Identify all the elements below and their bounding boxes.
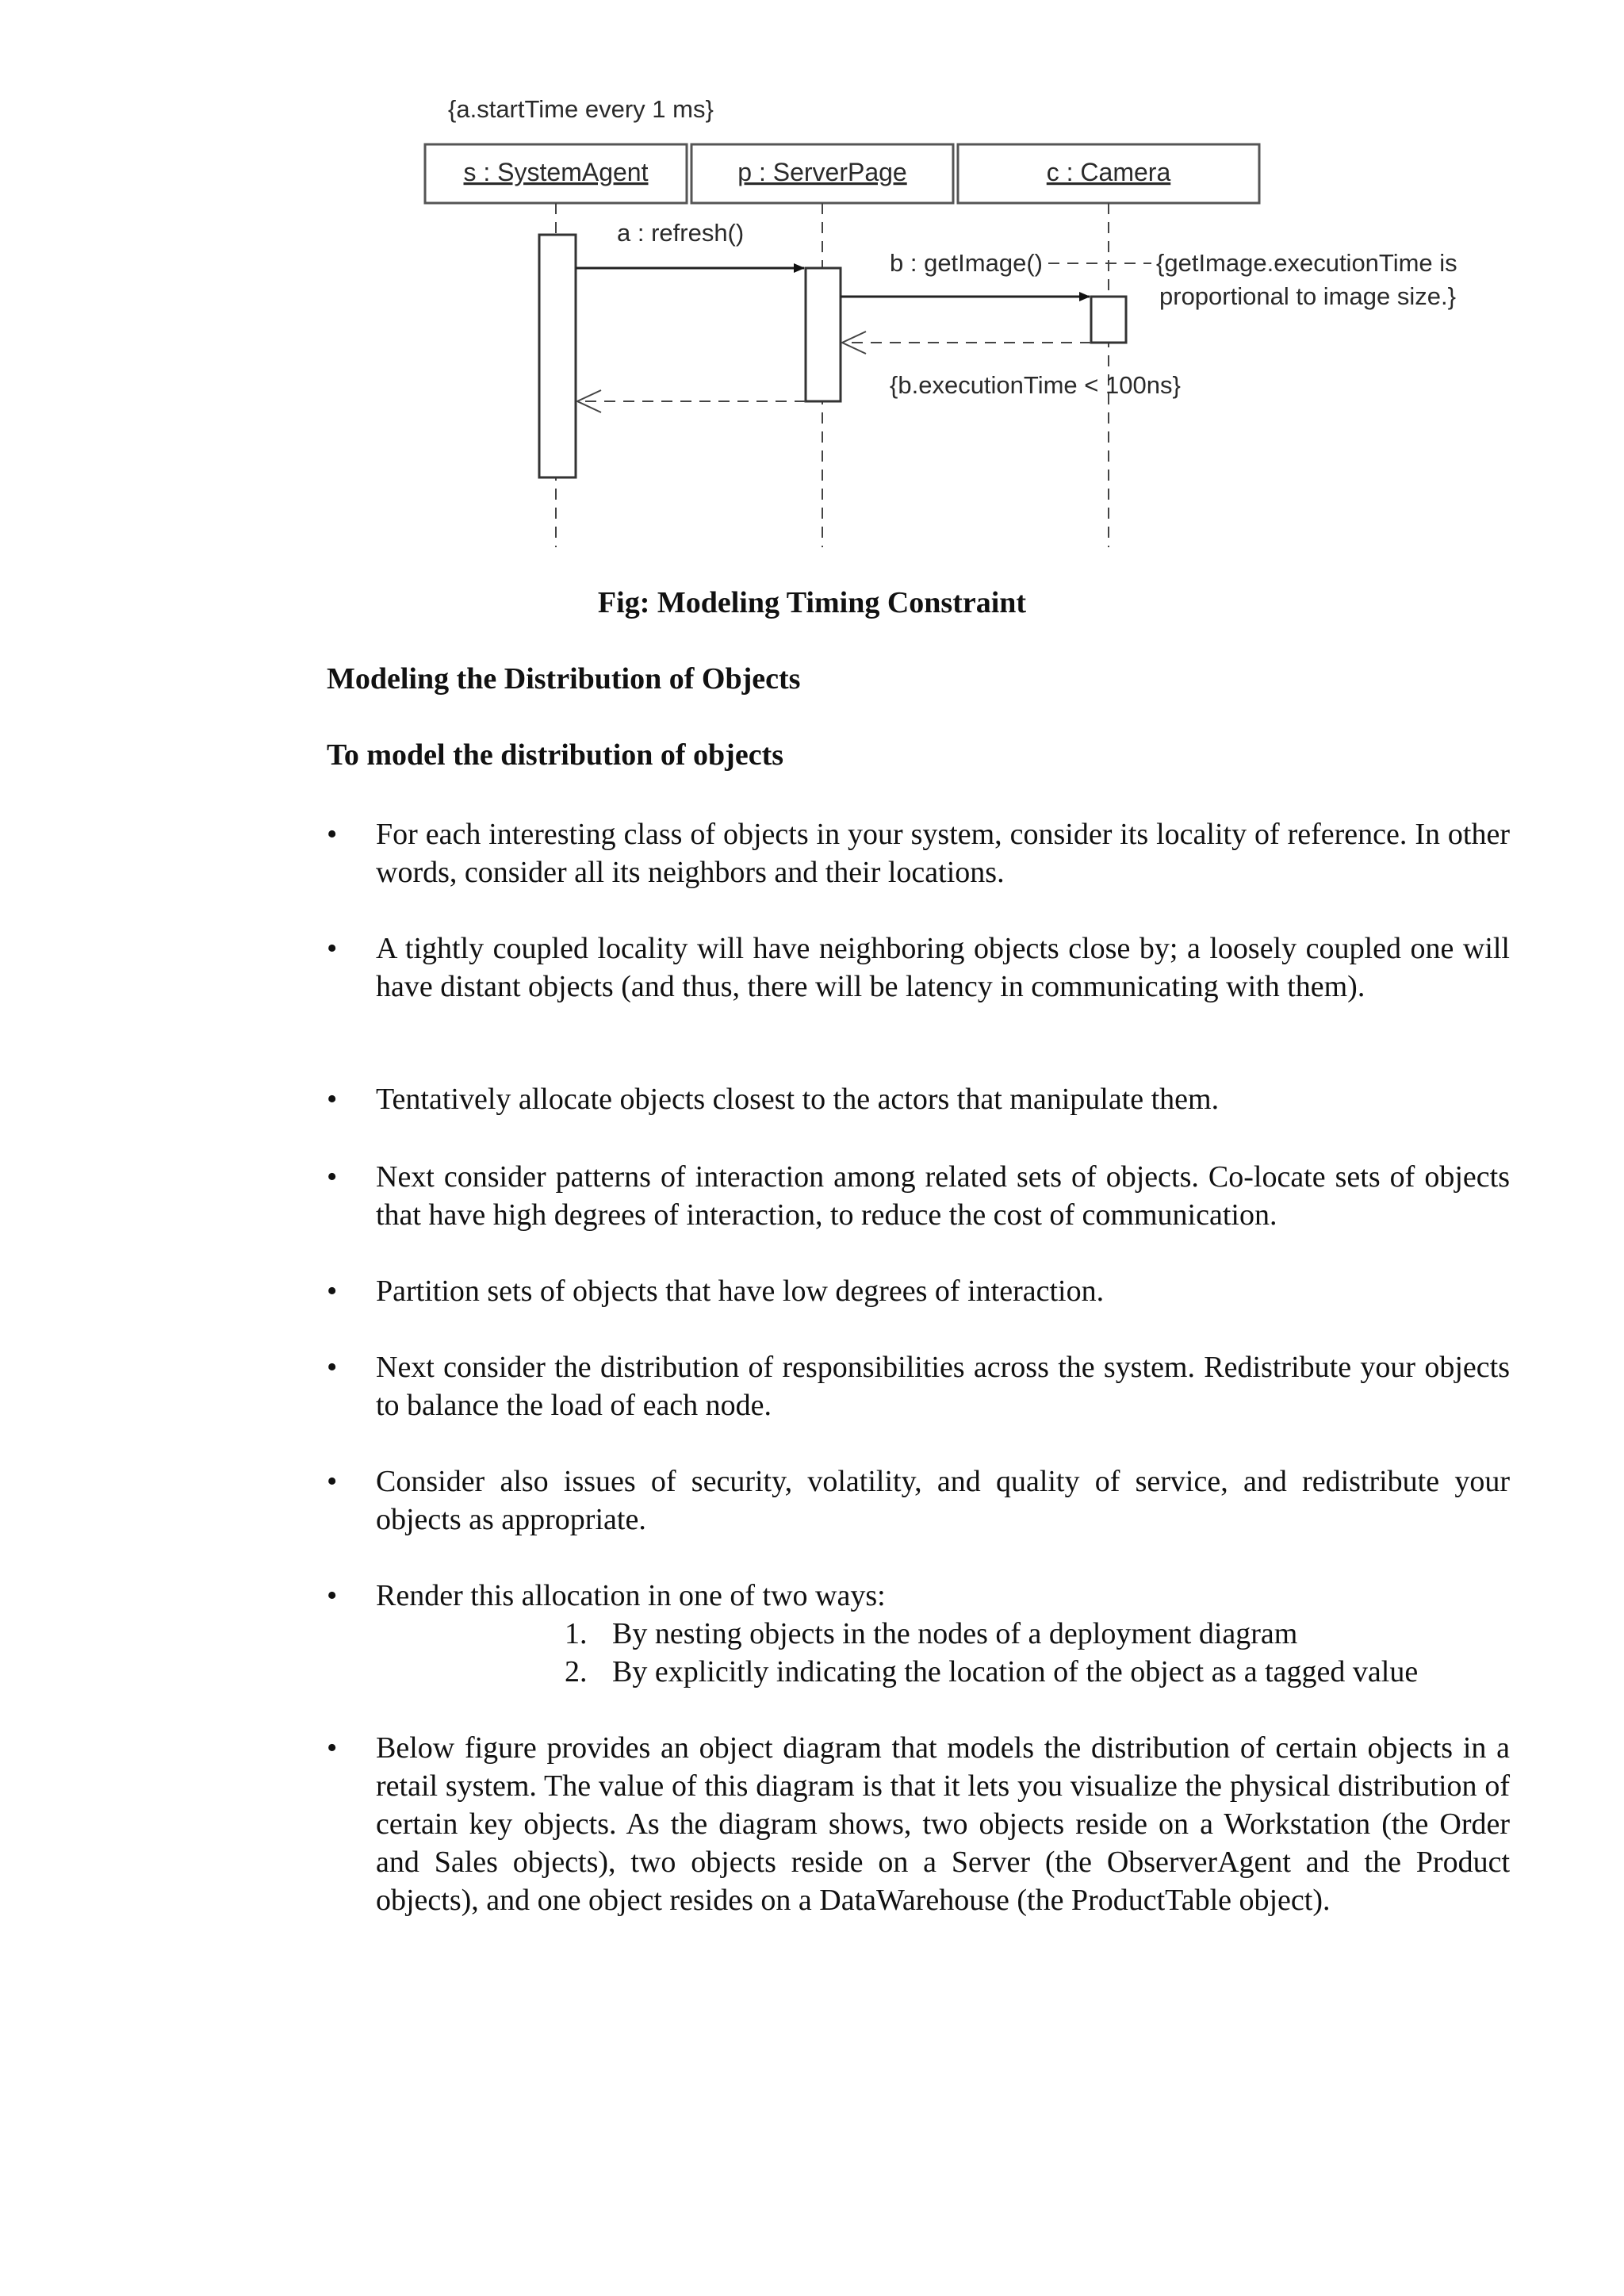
bullet-text: Next consider patterns of interaction among related sets of objects. Co-locate sets of objects that have high degrees of interaction, to reduce the cost of communication. — [376, 1160, 1510, 1232]
bullet-symbol: • — [327, 1731, 338, 1765]
object-label-serverpage: p : ServerPage — [737, 158, 907, 186]
bullet-item — [327, 815, 1510, 891]
bullet-item — [327, 1577, 1510, 1615]
bullet-item — [327, 1272, 1510, 1310]
bullet-text: Render this allocation in one of two ways: — [376, 1579, 886, 1612]
item-text: By nesting objects in the nodes of a deployment diagram — [612, 1617, 1298, 1650]
bullet-symbol: • — [327, 1465, 338, 1498]
bullet-symbol: • — [327, 1160, 338, 1194]
bullet-text: Tentatively allocate objects closest to the actors that manipulate them. — [376, 1083, 1220, 1116]
bullet-text: Next consider the distribution of responsibilities across the system. Redistribute your objects to balance the load of each node. — [376, 1351, 1510, 1422]
message-b-label: b : getImage() — [890, 249, 1043, 277]
bullet-text: A tightly coupled locality will have neighboring objects close by; a loosely coupled one will have distant objects (and thus, there will be latency in communicating with them). — [376, 932, 1510, 1003]
note-line-1: {getImage.executionTime is — [1156, 249, 1457, 277]
activation-camera — [1091, 297, 1126, 343]
top-constraint: {a.startTime every 1 ms} — [448, 95, 714, 123]
item-text: By explicitly indicating the location of the object as a tagged value — [612, 1655, 1419, 1688]
constraint-b: {b.executionTime < 100ns} — [890, 371, 1181, 399]
object-label-camera: c : Camera — [1046, 158, 1171, 186]
bullet-item — [327, 1348, 1510, 1424]
bullet-item — [327, 930, 1510, 1006]
bullet-text: Partition sets of objects that have low degrees of interaction. — [376, 1274, 1105, 1308]
item-number: 1. — [565, 1617, 588, 1650]
numbered-list — [565, 1615, 1418, 1691]
bullet-symbol: • — [327, 932, 338, 965]
timing-constraint-diagram — [0, 0, 1624, 571]
bullet-text: Consider also issues of security, volatility, and quality of service, and redistribute your objects as appropriate. — [376, 1465, 1510, 1536]
bullet-symbol: • — [327, 1579, 338, 1612]
bullet-text: Below figure provides an object diagram that models the distribution of certain objects in a retail system. The value of this diagram is that it lets you visualize the physical distribution of certain key objects. As the diagram shows, two objects reside on a Workstation (the Order and Sales objects), two objects reside on a Server (the ObserverAgent and the Product objects), and one object resides on a DataWarehouse (the ProductTable object). — [376, 1731, 1510, 1917]
section-heading: Modeling the Distribution of Objects — [327, 662, 801, 696]
numbered-item — [565, 1653, 1418, 1691]
object-label-systemagent: s : SystemAgent — [463, 158, 649, 186]
bullet-item — [327, 1158, 1510, 1234]
activation-systemagent — [539, 235, 576, 477]
figure-caption: Fig: Modeling Timing Constraint — [597, 586, 1027, 619]
bullet-symbol: • — [327, 1351, 338, 1384]
note-line-2: proportional to image size.} — [1159, 282, 1456, 310]
subsection-heading: To model the distribution of objects — [327, 738, 784, 772]
bullet-symbol: • — [327, 1274, 338, 1308]
bullet-symbol: • — [327, 818, 338, 851]
numbered-item — [565, 1615, 1418, 1653]
activation-serverpage — [806, 268, 841, 401]
bullet-item — [327, 1080, 1510, 1118]
bullet-item — [327, 1462, 1510, 1539]
item-number: 2. — [565, 1655, 588, 1688]
bullet-symbol: • — [327, 1083, 338, 1116]
message-a-label: a : refresh() — [617, 219, 745, 247]
bullet-text: For each interesting class of objects in your system, consider its locality of reference. In other words, consider all its neighbors and their locations. — [376, 818, 1510, 889]
bullet-item — [327, 1729, 1510, 1919]
